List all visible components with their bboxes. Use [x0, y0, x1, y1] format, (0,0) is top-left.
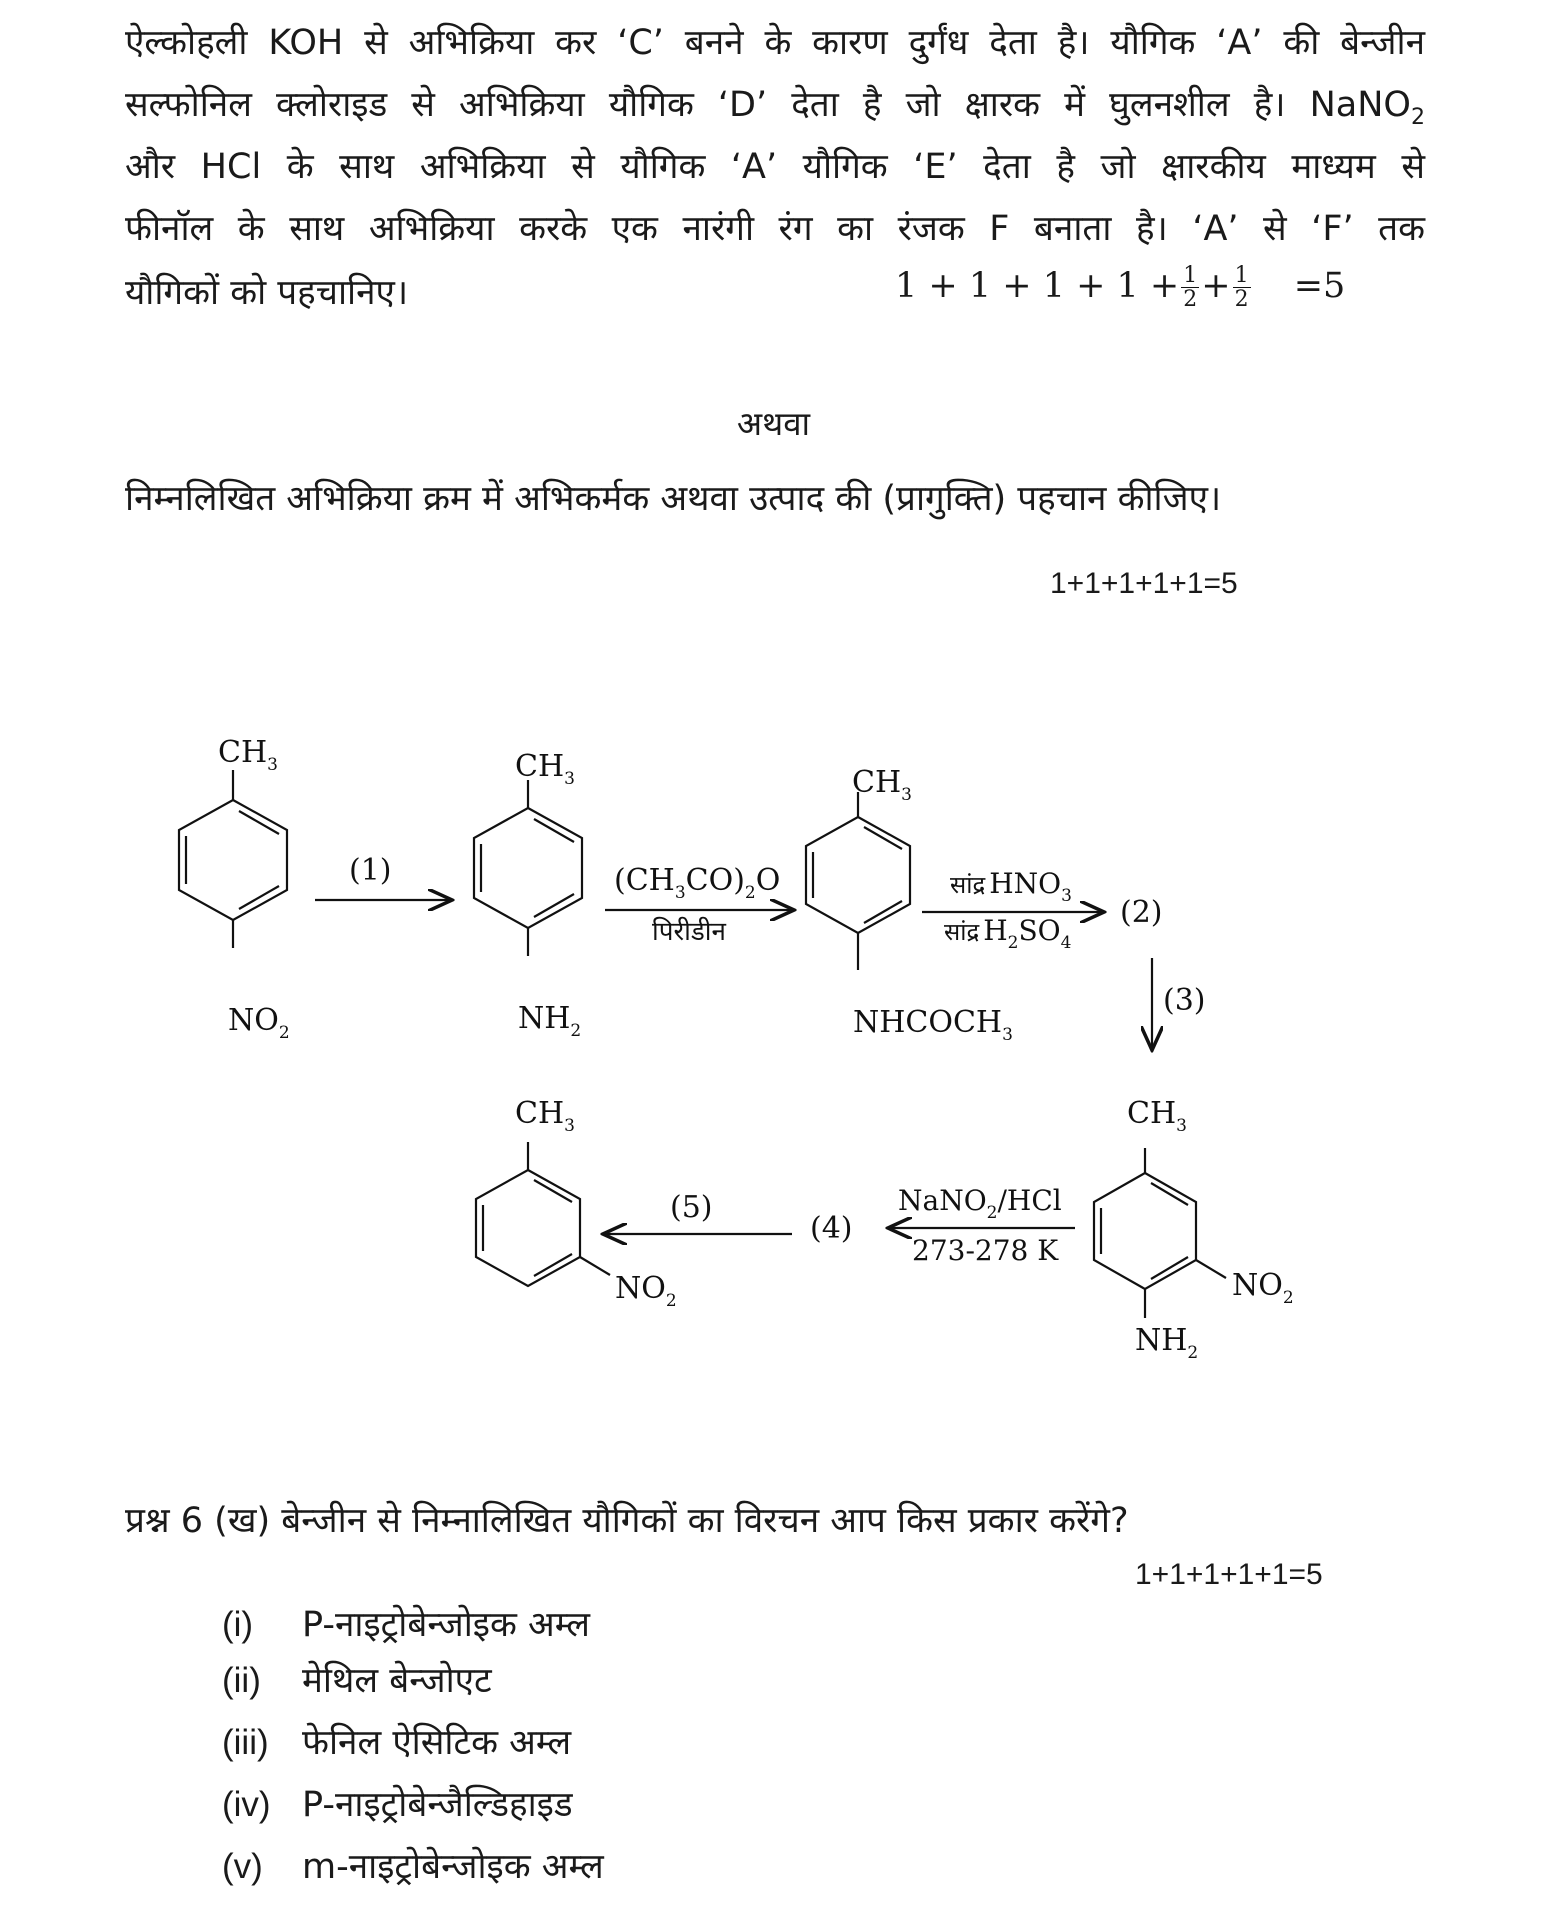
frac-denominator: 2 — [1183, 287, 1198, 313]
label-ch3: $CH_3$ — [218, 735, 278, 775]
instruction-marks: 1+1+1+1+1=5 — [1050, 567, 1238, 600]
option-number: (v) — [222, 1847, 263, 1886]
option-text: P-नाइट्रोबेन्जैल्डिहाइड — [302, 1785, 573, 1825]
frac-denominator: 2 — [1234, 287, 1249, 313]
paragraph-line-3: और HCl के साथ अभिक्रिया से यौगिक ‘A’ यौगिक ‘E’ देता है जो क्षारकीय माध्यम से — [125, 147, 1425, 187]
label-ch3: $CH_3$ — [515, 1096, 575, 1136]
label-nh2: $NH_2$ — [518, 1001, 582, 1041]
label-temperature: 273-278 K — [912, 1234, 1059, 1267]
option-text: m-नाइट्रोबेन्जोइक अम्ल — [302, 1847, 604, 1887]
instruction-text: निम्नलिखित अभिक्रिया क्रम में अभिकर्मक अथवा उत्पाद की (प्रागुक्ति) पहचान कीजिए। — [125, 479, 1222, 519]
option-iv — [222, 1780, 573, 1827]
frac-numerator: 1 — [1234, 263, 1249, 288]
label-no2: $NO_2$ — [1232, 1268, 1294, 1308]
option-v — [222, 1842, 604, 1889]
label-no2: $NO_2$ — [615, 1271, 677, 1311]
paragraph-line-2-text: सल्फोनिल क्लोराइड से अभिक्रिया यौगिक ‘D’ देता है जो क्षारक में घुलनशील है। NaNO — [125, 85, 1411, 125]
paragraph-line-2-sub: 2 — [1411, 105, 1425, 130]
paragraph-line-1: ऐल्कोहली KOH से अभिक्रिया कर ‘C’ बनने के कारण दुर्गंध देता है। यौगिक ‘A’ की बेन्जीन — [125, 23, 1425, 63]
label-ch3: $CH_3$ — [1127, 1096, 1187, 1136]
label-conc-h2so4: सांद्र $H_2SO_4$ — [944, 914, 1072, 953]
label-step-3: (3) — [1163, 983, 1206, 1018]
ring-m-nitrotoluene — [476, 1142, 610, 1286]
label-ch3: $CH_3$ — [515, 749, 575, 789]
frac-numerator: 1 — [1183, 263, 1198, 288]
option-text: मेथिल बेन्जोएट — [302, 1661, 492, 1701]
option-number: (iv) — [222, 1785, 271, 1824]
option-i — [222, 1600, 590, 1647]
label-step-2: (2) — [1120, 895, 1163, 930]
ring-p-nitrotoluene — [179, 770, 287, 948]
label-conc-hno3: सांद्र $HNO_3$ — [950, 867, 1072, 906]
marks-end: =5 — [1293, 266, 1346, 307]
marks-fraction-2 — [1233, 264, 1251, 311]
option-iii — [222, 1718, 571, 1765]
label-nh2: $NH_2$ — [1135, 1323, 1199, 1363]
athwa-heading: अथवा — [736, 404, 811, 443]
label-step-1: (1) — [349, 853, 392, 888]
label-step-5: (5) — [670, 1190, 713, 1225]
option-text: P-नाइट्रोबेन्जोइक अम्ल — [302, 1605, 591, 1645]
option-number: (i) — [222, 1605, 254, 1644]
label-step-4: (4) — [810, 1211, 853, 1246]
reaction-scheme — [0, 730, 1547, 1363]
option-text: फेनिल ऐसिटिक अम्ल — [302, 1723, 572, 1763]
label-pyridine: पिरीडीन — [652, 917, 726, 947]
marks-plus: + — [1201, 266, 1231, 307]
label-acetic-anhydride: $(CH_3CO)_2O$ — [614, 863, 781, 903]
option-number: (iii) — [222, 1723, 269, 1762]
paragraph-marks — [895, 264, 1345, 311]
marks-lead: 1 + 1 + 1 + 1 + — [895, 266, 1180, 307]
ring-acetanilide — [806, 792, 910, 970]
label-nano2-hcl: NaNO$_2$/HCl — [898, 1184, 1062, 1223]
ring-nitroaniline — [1094, 1148, 1226, 1318]
paragraph-line-5: यौगिकों को पहचानिए। — [125, 273, 409, 313]
label-ch3: $CH_3$ — [852, 765, 912, 805]
question-6-text: प्रश्न 6 (ख) बेन्जीन से निम्नालिखित यौगिकों का विरचन आप किस प्रकार करेंगे? — [125, 1501, 1129, 1541]
marks-fraction-1 — [1181, 264, 1199, 311]
label-nhcoch3: $NHCOCH_3$ — [853, 1005, 1013, 1045]
question-6-marks: 1+1+1+1+1=5 — [1135, 1558, 1323, 1591]
option-ii — [222, 1656, 492, 1703]
ring-p-toluidine — [474, 780, 582, 956]
label-no2: $NO_2$ — [228, 1003, 290, 1043]
paragraph-line-2 — [125, 84, 1425, 131]
option-number: (ii) — [222, 1661, 261, 1700]
paragraph-line-4: फीनॉल के साथ अभिक्रिया करके एक नारंगी रंग का रंजक F बनाता है। ‘A’ से ‘F’ तक — [125, 209, 1425, 249]
